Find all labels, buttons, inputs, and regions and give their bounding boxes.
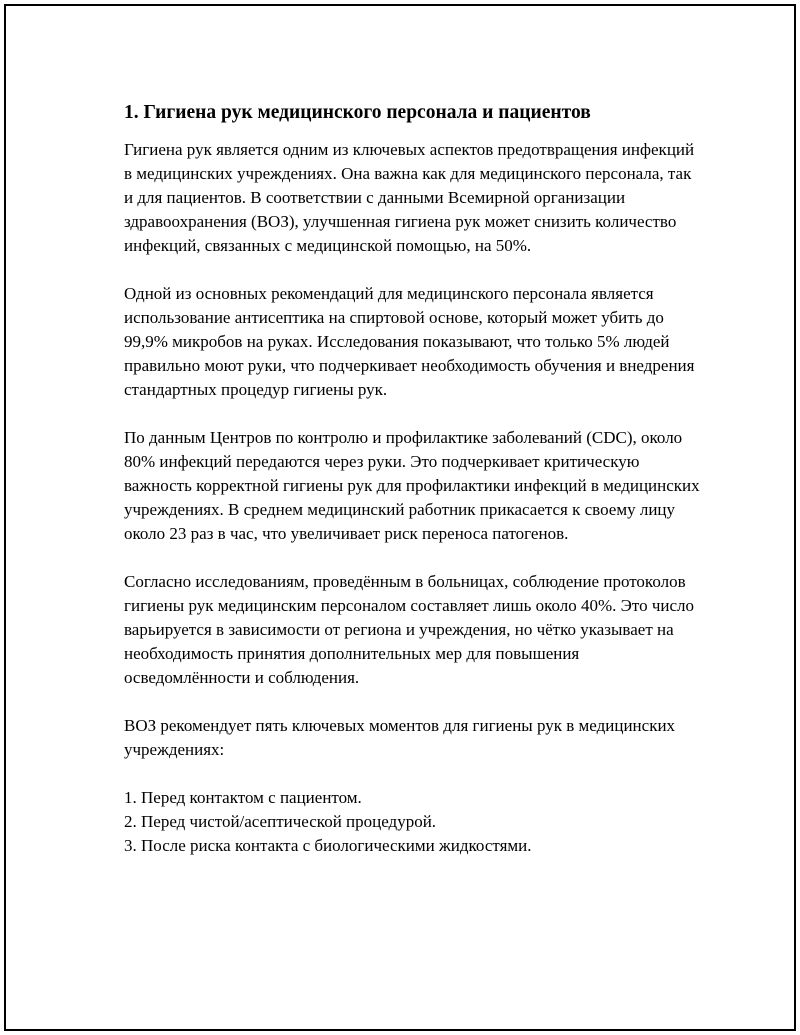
paragraph-antiseptic: Одной из основных рекомендаций для медицинского персонала является использование антисептика на спиртовой основе, который может убить до 99,9% микробов на руках. Исследования показывают, что только 5% людей правильно моют руки, что подчеркивает необходимость обучения и внедрения стандартных процедур гигиены рук. [124,284,695,399]
paragraph-compliance: Согласно исследованиям, проведённым в больницах, соблюдение протоколов гигиены рук медицинским персоналом составляет лишь около 40%. Это число варьируется в зависимости от региона и учреждения, но чётко указывает на необходимость принятия дополнительных мер для повышения осведомлённости и соблюдения. [124,572,695,687]
page-frame [4,4,796,1031]
section-heading: 1. Гигиена рук медицинского персонала и пациентов [124,102,591,123]
list-item: 1. Перед контактом с пациентом. [124,788,362,807]
document-body [124,100,704,858]
list-item: 3. После риска контакта с биологическими жидкостями. [124,836,532,855]
hygiene-moments-list [124,786,704,858]
paragraph-hand-hygiene-intro: Гигиена рук является одним из ключевых аспектов предотвращения инфекций в медицинских учреждениях. Она важна как для медицинского персонала, так и для пациентов. В соответствии с данными Всемирной организации здравоохранения (ВОЗ), улучшенная гигиена рук может снизить количество инфекций, связанных с медицинской помощью, на 50%. [124,140,695,255]
paragraph-who-moments-intro: ВОЗ рекомендует пять ключевых моментов для гигиены рук в медицинских учреждениях: [124,716,676,759]
paragraph-cdc-data: По данным Центров по контролю и профилактике заболеваний (CDC), около 80% инфекций передаются через руки. Это подчеркивает критическую важность корректной гигиены рук для профилактики инфекций в медицинских учреждениях. В среднем медицинский работник прикасается к своему лицу около 23 раз в час, что увеличивает риск переноса патогенов. [124,428,700,543]
list-item: 2. Перед чистой/асептической процедурой. [124,812,437,831]
